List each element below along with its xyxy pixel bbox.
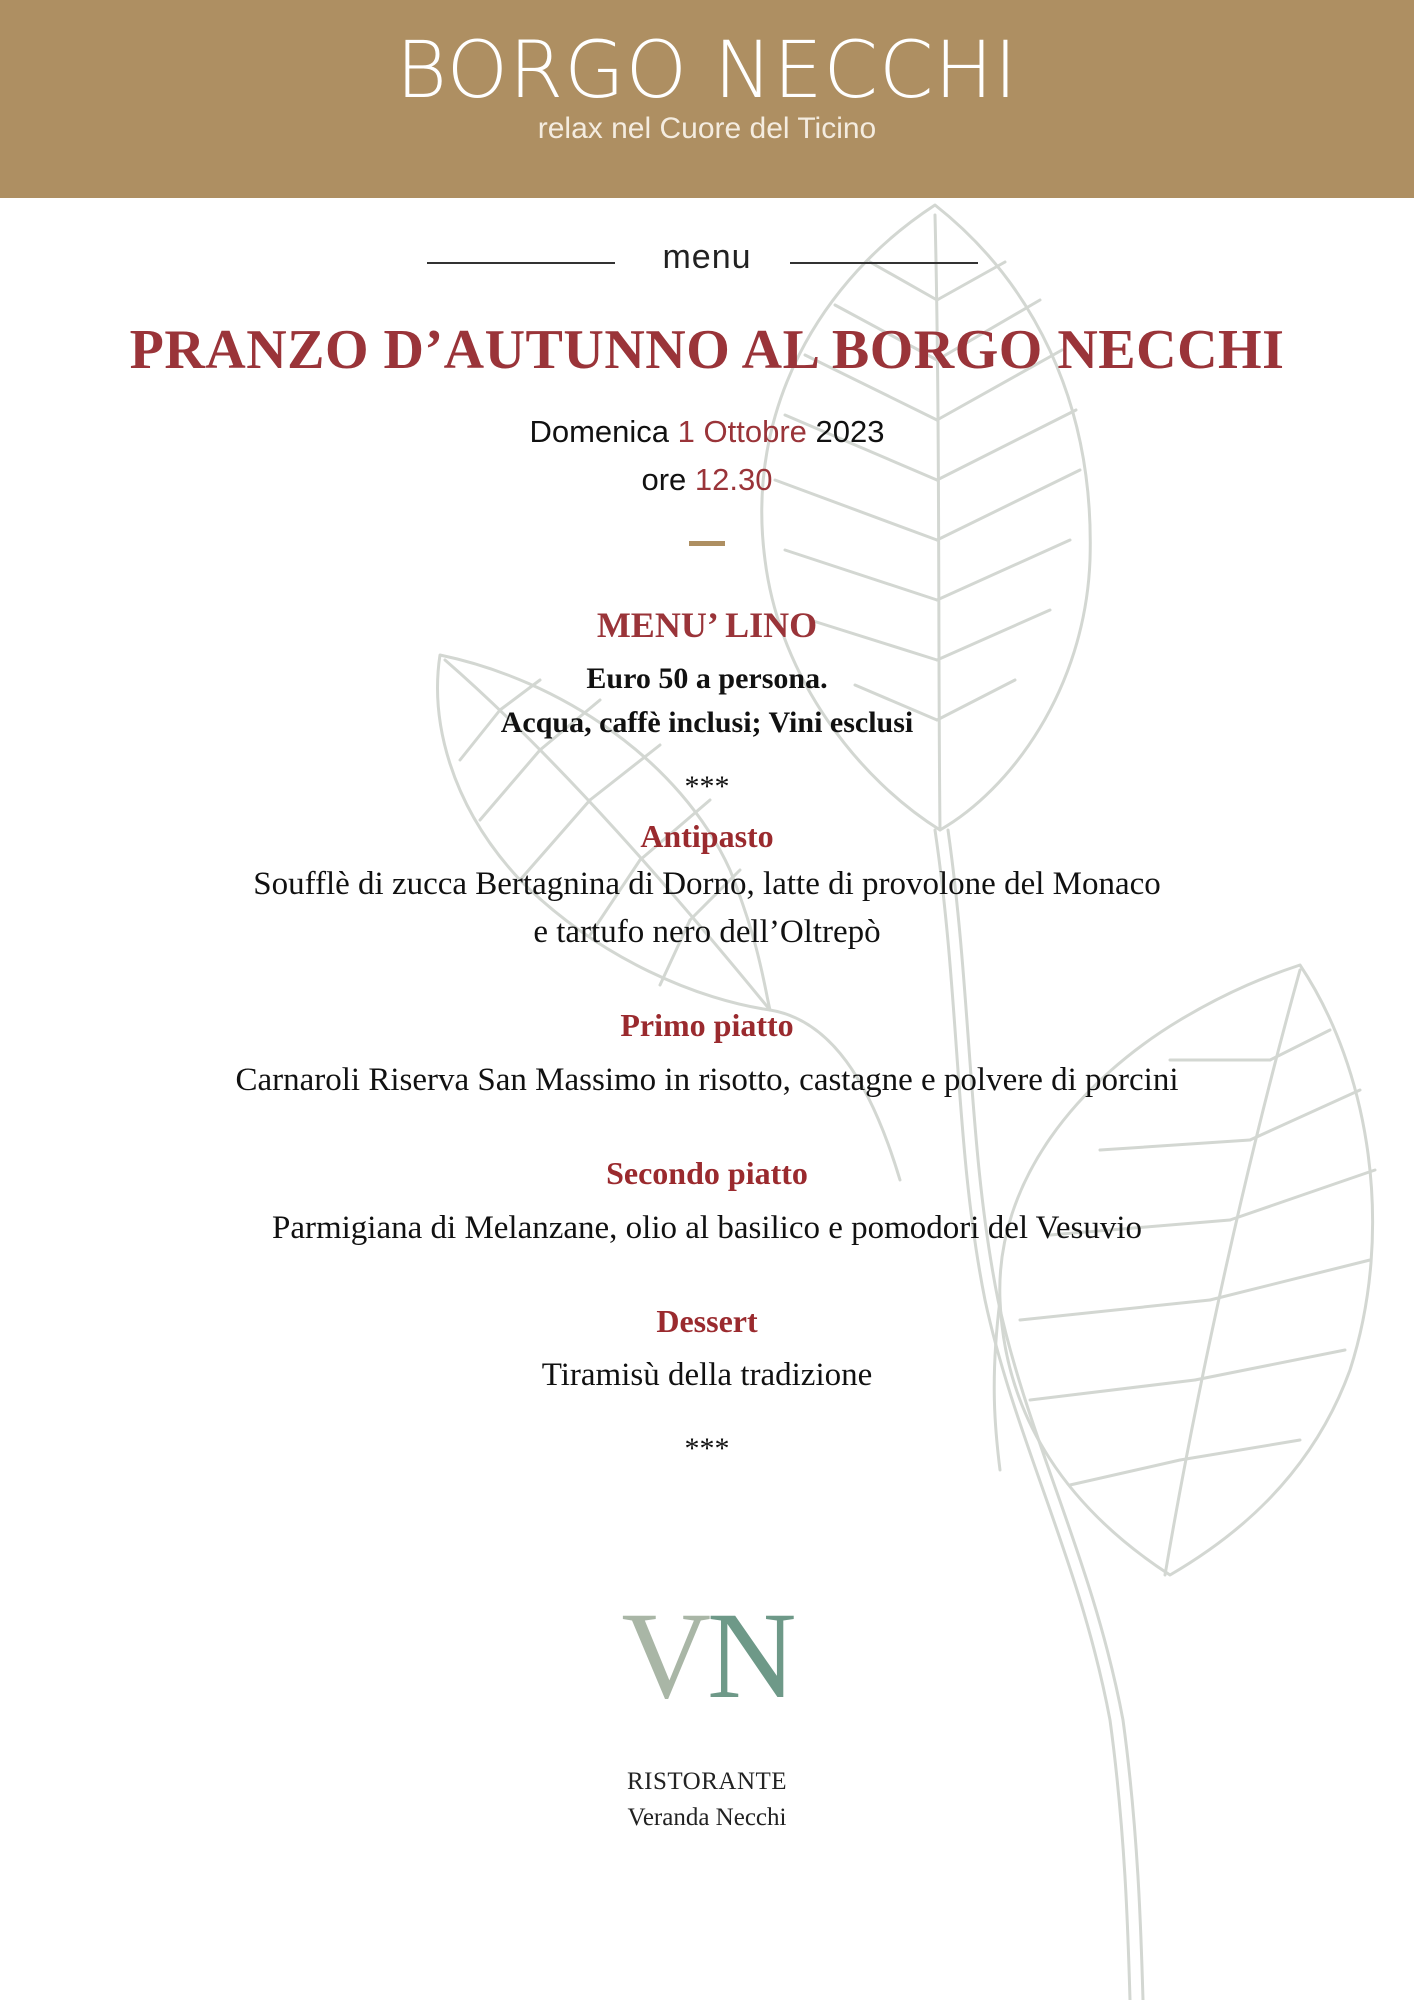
date-day: Domenica [529,414,670,449]
date-year: 2023 [815,414,885,449]
menu-name: MENU’ LINO [596,605,818,645]
event-date [0,414,1414,450]
logo-letter-v: V [621,1587,707,1724]
menu-label: menu [662,238,752,276]
separator-top: *** [684,770,730,803]
course-primo-title: Primo piatto [620,1007,794,1043]
event-time [0,462,1414,498]
time-value: 12.30 [694,462,773,497]
date-accent: 1 Ottobre [677,414,807,449]
brand-name: BORGO NECCHI [395,26,1019,116]
course-dessert-title: Dessert [656,1303,758,1339]
course-secondo-dish: Parmigiana di Melanzane, olio al basilico e pomodori del Vesuvio [271,1210,1143,1246]
restaurant-name: Veranda Necchi [627,1804,787,1831]
time-prefix: ore [641,462,687,497]
logo-letter-n: N [707,1587,793,1724]
brand-tagline: relax nel Cuore del Ticino [537,112,877,145]
course-primo-dish: Carnaroli Riserva San Massimo in risotto, castagne e polvere di porcini [235,1062,1179,1098]
course-antipasto-dish: Soufflè di zucca Bertagnina di Dorno, latte di provolone del Monaco [253,866,1161,902]
menu-includes: Acqua, caffè inclusi; Vini esclusi [500,706,914,739]
restaurant-label: RISTORANTE [626,1768,788,1795]
course-dessert-dish: Tiramisù della tradizione [541,1357,873,1393]
menu-price: Euro 50 a persona. [586,662,828,695]
page-title: PRANZO D’AUTUNNO AL BORGO NECCHI [129,319,1285,381]
restaurant-logo [0,1587,1414,1724]
separator-bottom: *** [684,1432,730,1465]
course-antipasto-title: Antipasto [640,818,774,854]
course-antipasto-dish: e tartufo nero dell’Oltrepò [533,914,881,950]
gold-divider [689,541,725,546]
course-secondo-title: Secondo piatto [606,1155,808,1191]
